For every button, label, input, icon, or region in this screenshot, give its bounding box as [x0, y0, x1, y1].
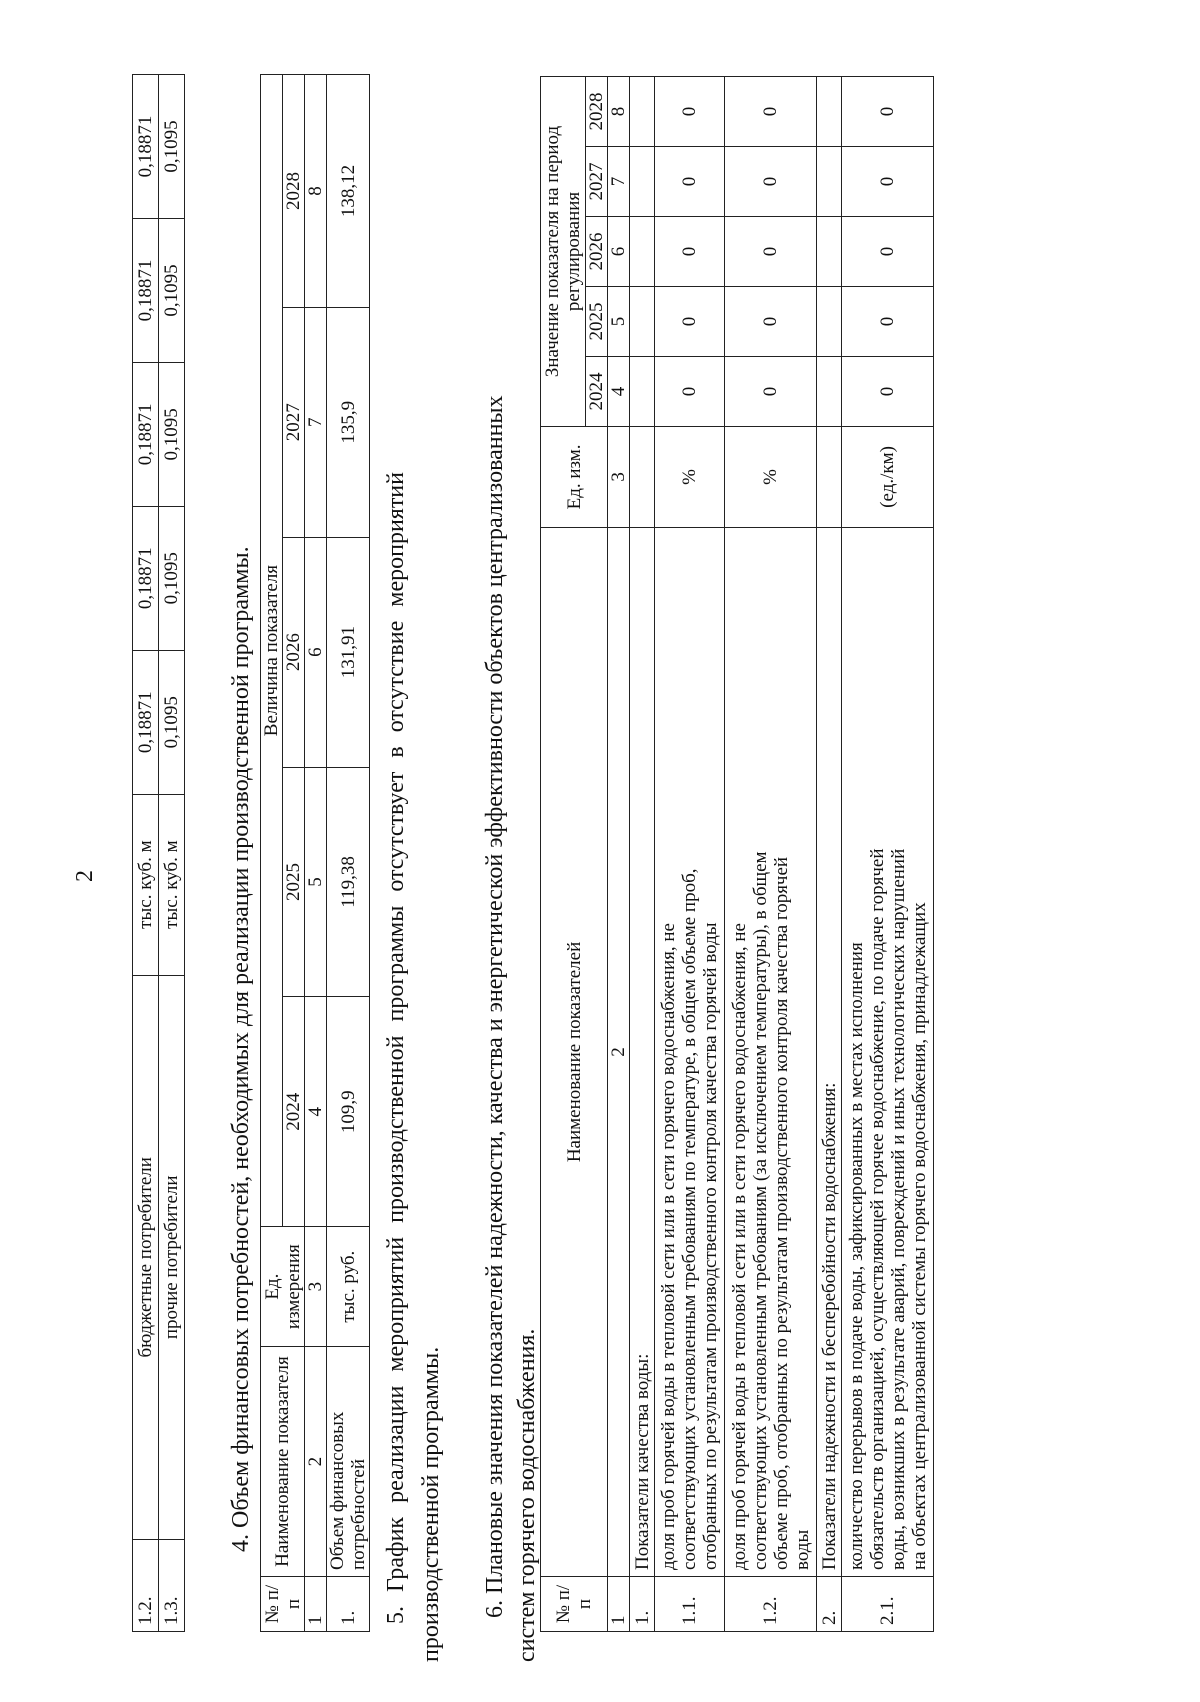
category-name: Показатели качества воды:	[630, 527, 655, 1576]
header-year: 2028	[586, 77, 608, 147]
row-name	[842, 527, 934, 1576]
table-row	[159, 75, 185, 1632]
table-row	[327, 75, 370, 1632]
row-unit: тыс. куб. м	[159, 794, 185, 975]
header-unit: Ед. измерения	[261, 1227, 305, 1347]
row-name-line: доля проб горячей воды в тепловой сети или в сети горячего водоснабжения, не	[658, 923, 679, 1571]
row-value: 119,38	[327, 767, 370, 997]
index-cell: 3	[305, 1227, 327, 1347]
table-row	[655, 77, 725, 1632]
header-group: Величина показателя	[261, 75, 283, 1227]
row-number: 2.	[817, 1577, 842, 1632]
index-cell: 2	[608, 527, 630, 1576]
row-value: 0,1095	[159, 75, 185, 219]
header-name: Наименование показателя	[261, 1347, 305, 1577]
row-value: 0	[655, 217, 725, 287]
header-year: 2024	[586, 356, 608, 426]
category-row	[817, 77, 842, 1632]
row-value: 0,1095	[159, 506, 185, 650]
row-value: 0	[655, 356, 725, 426]
index-cell: 6	[305, 537, 327, 767]
row-value: 0,1095	[159, 218, 185, 362]
row-name-line: доля проб горячей воды в тепловой сети или в сети горячего водоснабжения, не	[728, 923, 750, 1571]
header-num: № п/п	[541, 1577, 608, 1632]
row-value: 0,18871	[133, 362, 159, 506]
row-unit: (ед./км)	[842, 426, 934, 527]
table-header-row	[261, 75, 283, 1632]
row-name: прочие потребители	[159, 975, 185, 1540]
row-name-line: соответствующих установленным требованиям по температуре, в общем объеме проб,	[679, 868, 700, 1571]
row-number: 2.1.	[842, 1577, 934, 1632]
row-value: 0	[842, 287, 934, 357]
page-number: 2	[72, 870, 98, 882]
row-number: 1.1.	[655, 1577, 725, 1632]
row-name-line: на объектах централизованной системы горячего водоснабжения, принадлежащих	[908, 902, 930, 1571]
header-year: 2028	[283, 75, 305, 308]
index-cell: 8	[305, 75, 327, 308]
row-unit: тыс. куб. м	[133, 794, 159, 975]
header-year: 2025	[586, 287, 608, 357]
index-cell: 1	[608, 1577, 630, 1632]
row-value: 0	[725, 217, 817, 287]
row-value: 0	[842, 217, 934, 287]
row-name-line: обязательств организацией, осуществляющей горячее водоснабжение, по подаче горячей	[866, 848, 888, 1571]
row-value: 135,9	[327, 307, 370, 537]
table-row	[842, 77, 934, 1632]
row-unit: %	[725, 426, 817, 527]
row-value: 0,1095	[159, 650, 185, 794]
category-row	[630, 77, 655, 1632]
row-unit: %	[655, 426, 725, 527]
row-number: 1.2.	[725, 1577, 817, 1632]
index-cell: 7	[608, 147, 630, 217]
row-value: 0	[655, 77, 725, 147]
row-value: 0	[842, 77, 934, 147]
row-value: 0	[655, 147, 725, 217]
row-name-line: соответствующих установленным требованиям (за исключением температуры), в общем	[749, 851, 771, 1571]
row-value: 0	[725, 356, 817, 426]
index-cell: 5	[608, 287, 630, 357]
row-value: 0	[725, 147, 817, 217]
row-unit: тыс. руб.	[327, 1227, 370, 1347]
table-row	[133, 75, 159, 1632]
header-year: 2024	[283, 997, 305, 1227]
header-name: Наименование показателей	[541, 527, 608, 1576]
row-name: бюджетные потребители	[133, 975, 159, 1540]
row-name-line: отобранных по результатам производственного контроля качества горячей воды	[700, 922, 721, 1571]
row-name-line: объеме проб, отобранных по результатам производственного контроля качества горячей	[770, 856, 792, 1571]
index-cell: 3	[608, 426, 630, 527]
indicators-table	[540, 76, 934, 1632]
row-number: 1.2.	[133, 1540, 159, 1632]
section-5-line-2: производственной программы.	[418, 1346, 444, 1662]
section-6-line-2: систем горячего водоснабжения.	[514, 1328, 540, 1662]
financial-needs-table	[260, 74, 370, 1632]
table-index-row	[608, 77, 630, 1632]
header-unit: Ед. изм.	[541, 426, 608, 527]
index-cell: 4	[305, 997, 327, 1227]
row-name	[655, 527, 725, 1576]
row-value: 0	[842, 356, 934, 426]
header-year: 2027	[283, 307, 305, 537]
index-cell: 1	[305, 1577, 327, 1632]
category-name: Показатели надежности и бесперебойности водоснабжения:	[817, 527, 842, 1576]
index-cell: 2	[305, 1347, 327, 1577]
row-value: 0	[655, 287, 725, 357]
row-value: 0,1095	[159, 362, 185, 506]
index-cell: 7	[305, 307, 327, 537]
row-value: 0	[725, 77, 817, 147]
row-number: 1.	[327, 1577, 370, 1632]
header-year: 2026	[586, 217, 608, 287]
index-cell: 8	[608, 77, 630, 147]
top-table	[132, 74, 185, 1632]
row-value: 109,9	[327, 997, 370, 1227]
table-index-row	[305, 75, 327, 1632]
header-num: № п/п	[261, 1577, 305, 1632]
row-value: 0,18871	[133, 218, 159, 362]
row-value: 0,18871	[133, 506, 159, 650]
index-cell: 4	[608, 356, 630, 426]
row-name: Объем финансовых потребностей	[327, 1347, 370, 1577]
row-value: 138,12	[327, 75, 370, 308]
table-header-row	[541, 77, 586, 1632]
row-name-line: воды	[791, 1529, 813, 1571]
row-value: 0	[725, 287, 817, 357]
header-year: 2026	[283, 537, 305, 767]
index-cell: 5	[305, 767, 327, 997]
index-cell: 6	[608, 217, 630, 287]
row-name-line: количество перерывов в подаче воды, зафиксированных в местах исполнения	[845, 942, 867, 1571]
row-number: 1.	[630, 1577, 655, 1632]
row-value: 0,18871	[133, 650, 159, 794]
row-value: 0,18871	[133, 75, 159, 219]
section-6-line-1: 6. Плановые значения показателей надежности, качества и энергетической эффективности объектов централизованных	[482, 395, 508, 1618]
row-number: 1.3.	[159, 1540, 185, 1632]
row-name	[725, 527, 817, 1576]
section-5-line-1: 5. График реализации мероприятий производственной программы отсутствует в отсутствие мероприятий	[383, 472, 409, 1624]
section-4-heading: 4. Объем финансовых потребностей, необходимых для реализации производственной программы.	[228, 546, 254, 1552]
table-row	[725, 77, 817, 1632]
header-year: 2027	[586, 147, 608, 217]
header-group: Значение показателя на период регулирования	[541, 77, 586, 427]
row-value: 131,91	[327, 537, 370, 767]
row-value: 0	[842, 147, 934, 217]
row-name-line: воды, возникших в результате аварий, повреждений и иных технологических нарушений	[887, 848, 909, 1571]
header-year: 2025	[283, 767, 305, 997]
